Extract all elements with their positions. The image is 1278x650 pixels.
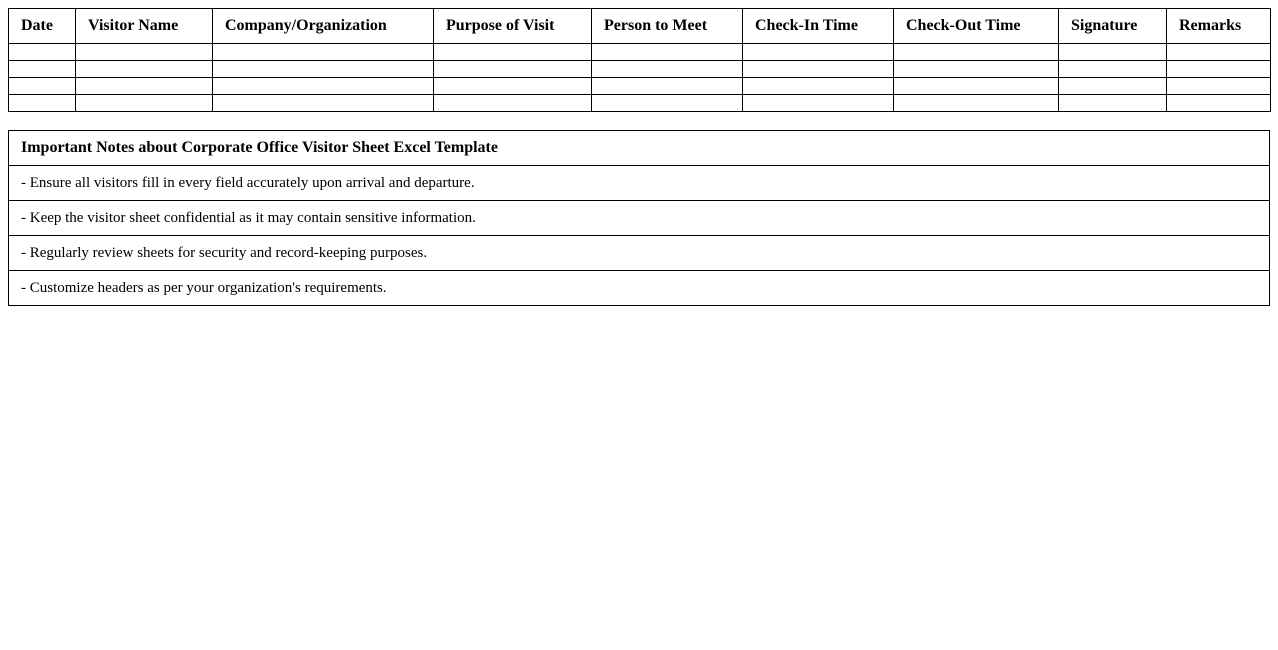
- table-cell[interactable]: [434, 61, 592, 78]
- table-cell[interactable]: [9, 95, 76, 112]
- table-cell[interactable]: [213, 95, 434, 112]
- table-row: [9, 61, 1271, 78]
- column-header-visitor-name: Visitor Name: [76, 9, 213, 44]
- table-cell[interactable]: [1059, 61, 1167, 78]
- table-cell[interactable]: [894, 95, 1059, 112]
- table-cell[interactable]: [743, 78, 894, 95]
- column-header-signature: Signature: [1059, 9, 1167, 44]
- table-cell[interactable]: [743, 95, 894, 112]
- column-header-purpose: Purpose of Visit: [434, 9, 592, 44]
- table-cell[interactable]: [213, 44, 434, 61]
- note-row: [9, 236, 1270, 271]
- table-cell[interactable]: [76, 44, 213, 61]
- table-cell[interactable]: [1167, 95, 1271, 112]
- note-row: [9, 201, 1270, 236]
- note-row: [9, 166, 1270, 201]
- table-cell[interactable]: [434, 95, 592, 112]
- table-cell[interactable]: [592, 61, 743, 78]
- table-cell[interactable]: [894, 78, 1059, 95]
- note-item: - Customize headers as per your organization's requirements.: [9, 271, 1270, 306]
- note-item: - Regularly review sheets for security and record-keeping purposes.: [9, 236, 1270, 271]
- table-cell[interactable]: [9, 61, 76, 78]
- notes-title-row: [9, 131, 1270, 166]
- header-row: [9, 9, 1271, 44]
- table-cell[interactable]: [743, 44, 894, 61]
- column-header-check-out: Check-Out Time: [894, 9, 1059, 44]
- table-row: [9, 44, 1271, 61]
- table-cell[interactable]: [213, 61, 434, 78]
- column-header-check-in: Check-In Time: [743, 9, 894, 44]
- notes-title: Important Notes about Corporate Office Visitor Sheet Excel Template: [9, 131, 1270, 166]
- table-cell[interactable]: [213, 78, 434, 95]
- table-cell[interactable]: [743, 61, 894, 78]
- table-cell[interactable]: [76, 61, 213, 78]
- visitor-sheet-table: [8, 8, 1271, 112]
- table-cell[interactable]: [1059, 95, 1167, 112]
- table-cell[interactable]: [1167, 78, 1271, 95]
- table-cell[interactable]: [894, 44, 1059, 61]
- column-header-remarks: Remarks: [1167, 9, 1271, 44]
- column-header-company: Company/Organization: [213, 9, 434, 44]
- table-cell[interactable]: [434, 44, 592, 61]
- column-header-person-to-meet: Person to Meet: [592, 9, 743, 44]
- table-cell[interactable]: [1059, 44, 1167, 61]
- table-cell[interactable]: [76, 78, 213, 95]
- note-item: - Ensure all visitors fill in every field accurately upon arrival and departure.: [9, 166, 1270, 201]
- table-row: [9, 95, 1271, 112]
- table-cell[interactable]: [9, 78, 76, 95]
- table-cell[interactable]: [9, 44, 76, 61]
- note-row: [9, 271, 1270, 306]
- table-cell[interactable]: [592, 95, 743, 112]
- notes-table: [8, 130, 1270, 306]
- table-cell[interactable]: [1167, 44, 1271, 61]
- table-cell[interactable]: [1059, 78, 1167, 95]
- table-cell[interactable]: [592, 44, 743, 61]
- table-cell[interactable]: [592, 78, 743, 95]
- table-cell[interactable]: [76, 95, 213, 112]
- note-item: - Keep the visitor sheet confidential as it may contain sensitive information.: [9, 201, 1270, 236]
- table-cell[interactable]: [1167, 61, 1271, 78]
- visitor-rows: [9, 44, 1271, 112]
- table-cell[interactable]: [434, 78, 592, 95]
- column-header-date: Date: [9, 9, 76, 44]
- table-row: [9, 78, 1271, 95]
- table-cell[interactable]: [894, 61, 1059, 78]
